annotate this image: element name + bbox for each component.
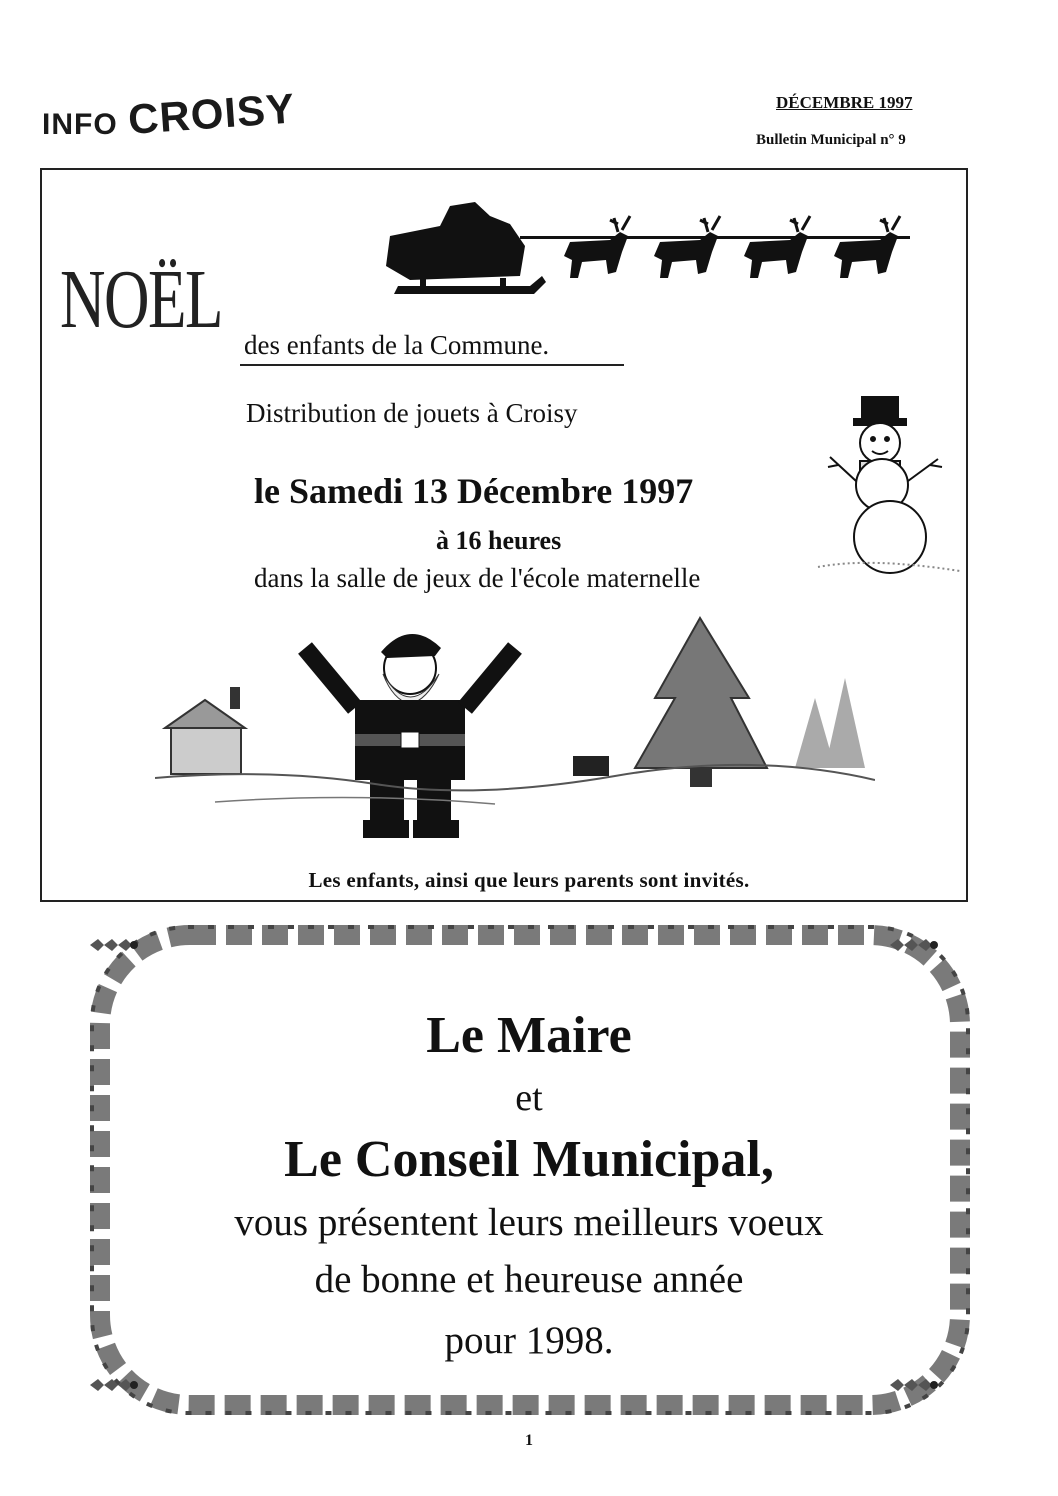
- greeting-maire: Le Maire: [426, 1007, 632, 1064]
- christmas-tree-icon: [635, 618, 767, 786]
- snowman-illustration: [810, 385, 970, 585]
- present-icon: [573, 756, 609, 776]
- greeting-et: et: [515, 1077, 543, 1119]
- page-number: 1: [525, 1432, 533, 1449]
- event-time: à 16 heures: [436, 526, 562, 555]
- event-place: dans la salle de jeux de l'école maternelle: [254, 563, 701, 593]
- greeting-line-1: vous présentent leurs meilleurs voeux: [234, 1201, 824, 1244]
- sleigh-illustration: [380, 196, 920, 308]
- masthead-info: INFO: [42, 108, 118, 141]
- distribution-text: Distribution de jouets à Croisy: [246, 398, 578, 428]
- greeting-line-2: de bonne et heureuse année: [314, 1258, 744, 1301]
- santa-winter-scene: [155, 608, 875, 868]
- noel-subtitle: des enfants de la Commune.: [244, 330, 550, 360]
- greeting-conseil: Le Conseil Municipal,: [284, 1131, 774, 1188]
- issue-date: DÉCEMBRE 1997: [776, 93, 913, 112]
- reindeer-group: [564, 216, 900, 278]
- santa-icon: [305, 634, 515, 838]
- invitation-text: Les enfants, ainsi que leurs parents sont invités.: [308, 868, 750, 892]
- noel-title: NOËL: [60, 253, 222, 346]
- greeting-line-3: pour 1998.: [444, 1319, 614, 1362]
- masthead: [42, 84, 297, 144]
- subtitle-underline: [240, 364, 624, 366]
- masthead-croisy: CROISY: [126, 84, 297, 144]
- pine-trees-icon: [795, 678, 865, 768]
- event-date: le Samedi 13 Décembre 1997: [254, 471, 694, 511]
- bulletin-number: Bulletin Municipal n° 9: [756, 132, 906, 148]
- cabin-icon: [165, 688, 245, 774]
